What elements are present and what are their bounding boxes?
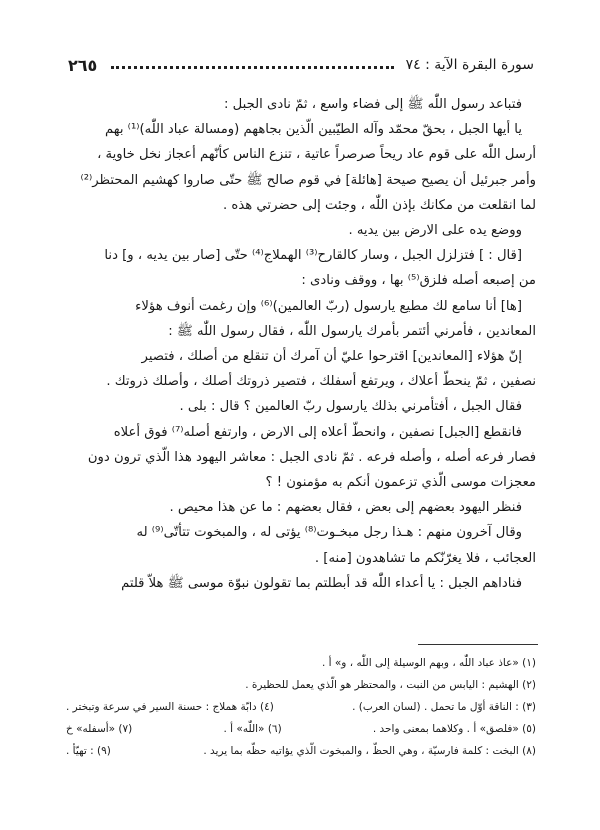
footnote: (١) «عاذ عباد اللّٰه ، وبهم الوسيلة إلى اللّٰه ، و» أ . — [321, 657, 536, 669]
footnote: (٩) : تهيّأ . — [66, 745, 111, 757]
text-line: من إصبعه أصله فلزق⁽⁵⁾ بها ، ووقف ونادى : — [301, 273, 536, 289]
body-text — [70, 92, 536, 596]
footnote: (٧) «أسفله» خ — [66, 723, 133, 735]
footnote: (٥) «فلصق» أ . وكلاهما بمعنى واحد . — [372, 723, 536, 735]
page-number: ٢٦٥ — [68, 55, 98, 75]
header-dotted-rule — [111, 66, 393, 69]
text-line: فقال الجبل ، أفتأمرني بذلك يارسول ربّ العالمين ؟ قال : بلى . — [179, 399, 522, 415]
text-line: نصفين ، ثمّ ينحطّ أعلاك ، ويرتفع أسفلك ، فتصير ذروتك أصلك ، وأصلك ذروتك . — [106, 374, 536, 390]
text-line: فانقطع [الجبل] نصفين ، وانحطّ أعلاه إلى الارض ، وارتفع أصله⁽⁷⁾ فوق أعلاه — [113, 424, 522, 440]
text-line: فصار فرعه أصله ، وأصله فرعه . ثمّ نادى الجبل : معاشر اليهود هذا الّذي ترون دون — [87, 449, 536, 465]
footnote: (٨) البخت : كلمة فارسيّة ، وهي الحظّ ، والمبخوت الّذي يؤاتيه حظّه بما يريد . — [203, 745, 536, 757]
text-line: يا أيها الجبل ، بحقّ محمّد وآله الطيّبين الّذين بجاههم (ومسالة عباد اللّٰه)⁽¹⁾ بهم — [104, 122, 522, 138]
footnote-separator — [418, 644, 538, 645]
footnote: (٢) الهشيم : اليابس من النبت ، والمحتظر هو الّذي يعمل للحظيرة . — [245, 679, 536, 691]
text-line: ووضع يده على الارض بين يديه . — [348, 223, 522, 239]
text-line: إنّ هؤلاء [المعاندين] اقترحوا عليّ أن آمرك أن تنقلع من أصلك ، فتصير — [141, 349, 522, 365]
footnote: (٤) دابّة هملاج : حسنة السير في سرعة وتبختر . — [66, 701, 274, 713]
text-line: فتباعد رسول اللّٰه ﷺ إلى فضاء واسع ، ثمّ نادى الجبل : — [224, 97, 522, 112]
footnote: (٦) «اللّٰه» أ . — [223, 723, 282, 735]
text-line: [ها] أنا سامع لك مطيع يارسول (ربّ العالمين)⁽⁶⁾ وإن رغمت أنوف هؤلاء — [135, 298, 522, 314]
text-line: وقال آخرون منهم : هـذا رجل مبخـوت⁽⁸⁾ يؤتى له ، والمبخوت تتأتّى⁽⁹⁾ له — [136, 525, 522, 541]
text-line: المعاندين ، فأمرني أئتمر بأمرك يارسول اللّٰه ، فقال رسول اللّٰه ﷺ : — [168, 323, 536, 339]
text-line: العجائب ، فلا يغرّنّكم ما تشاهدون [منه] . — [314, 550, 536, 566]
text-line: [قال : ] فتزلزل الجبل ، وسار كالقارح⁽³⁾ الهملاج⁽⁴⁾ حتّى [صار بين يديه ، و] دنا — [104, 248, 522, 264]
footnote: (٣) : الناقة أوّل ما تحمل . (لسان العرب) . — [352, 701, 536, 713]
text-line: أرسل اللّٰه على قوم عاد ريحاً صرصراً عاتية ، تنزع الناس كأنّهم أعجاز نخل خاوية ، — [97, 147, 536, 163]
footnotes — [66, 652, 536, 762]
text-line: معجزات موسى الّذي تزعمون أنكم به مؤمنون ! ؟ — [265, 475, 536, 491]
page-header — [68, 52, 534, 78]
text-line: وأمر جبرئيل أن يصيح صيحة [هائلة] في قوم صالح ﷺ حتّى صاروا كهشيم المحتظر⁽²⁾ — [80, 172, 536, 188]
text-line: فنظر اليهود بعضهم إلى بعض ، فقال بعضهم : ما عن هذا محيص . — [169, 500, 522, 516]
text-line: فناداهم الجبل : يا أعداء اللّٰه قد أبطلتم بما تقولون نبوّة موسى ﷺ هلاّ قلتم — [121, 575, 522, 591]
text-line: لما انقلعت من مكانك بإذن اللّٰه ، وجئت إلى حضرتي هذه . — [223, 197, 536, 213]
chapter-title: سورة البقرة الآية : ٧٤ — [405, 57, 534, 73]
